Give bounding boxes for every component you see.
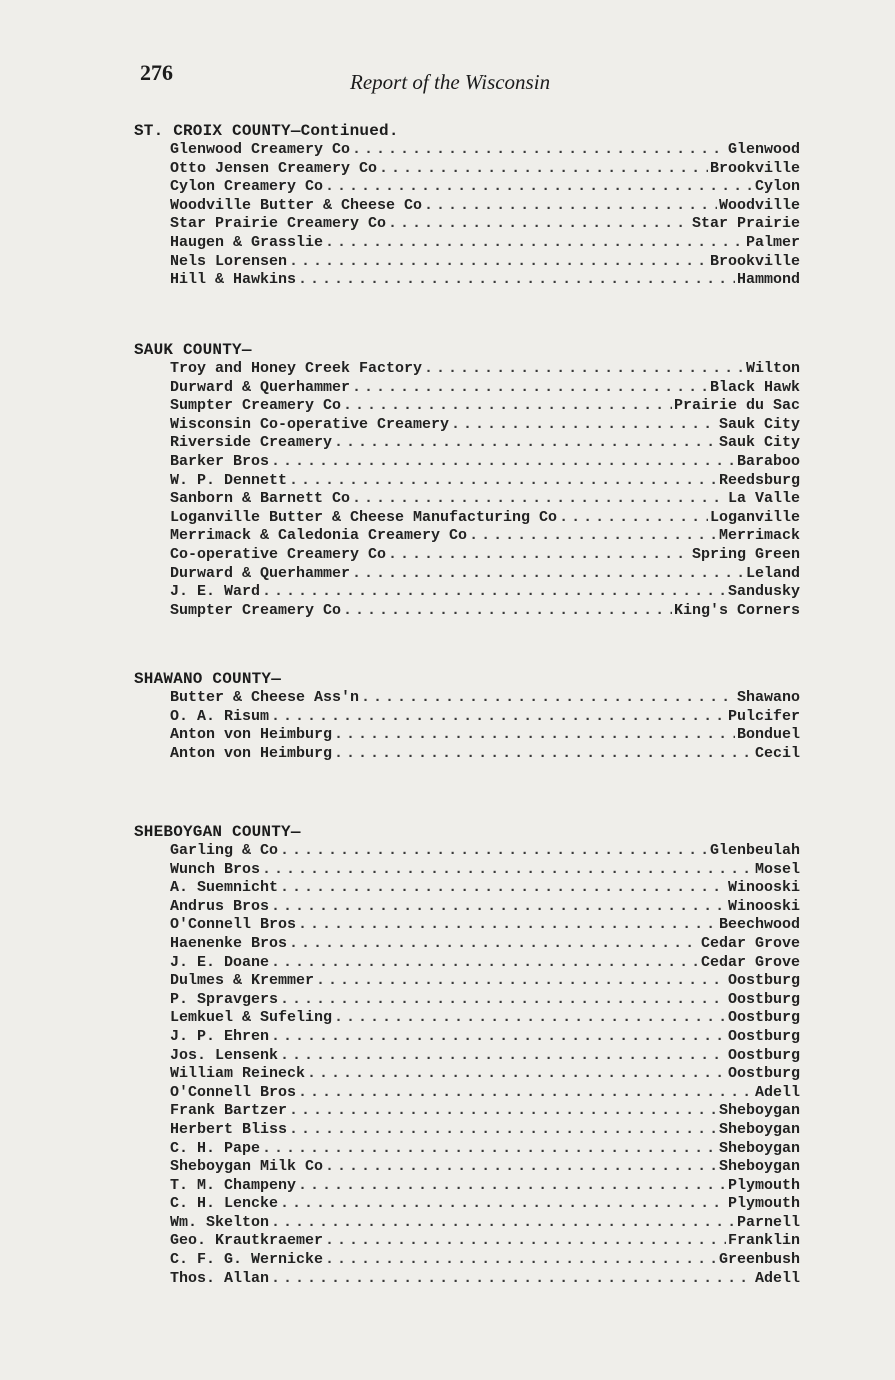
- entry-name: Lemkuel & Sufeling: [170, 1009, 333, 1027]
- entry-place: Reedsburg: [718, 471, 800, 489]
- list-item: [170, 861, 800, 880]
- dot-leader: [325, 1251, 717, 1270]
- dot-leader: [343, 602, 672, 621]
- entry-name: Anton von Heimburg: [170, 726, 333, 744]
- dot-leader: [271, 708, 726, 727]
- entry-place: Merrimack: [718, 527, 800, 545]
- dot-leader: [316, 972, 726, 991]
- dot-leader: [262, 1140, 717, 1159]
- county-section-shawano: [130, 669, 800, 763]
- list-item: [170, 1232, 800, 1251]
- entry-name: Nels Lorensen: [170, 252, 288, 270]
- entry-name: Haugen & Grasslie: [170, 233, 324, 251]
- entry-place: Oostburg: [727, 1065, 800, 1083]
- county-heading: SAUK COUNTY—: [134, 341, 252, 359]
- list-item: [170, 1028, 800, 1047]
- entry-place: Cecil: [754, 744, 800, 762]
- dot-leader: [334, 726, 735, 745]
- list-item: [170, 397, 800, 416]
- entry-place: Prairie du Sac: [673, 397, 800, 415]
- entry-list: [170, 689, 800, 763]
- entry-name: Hill & Hawkins: [170, 271, 297, 289]
- entry-name: P. Spravgers: [170, 990, 279, 1008]
- list-item: [170, 1084, 800, 1103]
- entry-name: Jos. Lensenk: [170, 1046, 279, 1064]
- list-item: [170, 708, 800, 727]
- dot-leader: [280, 879, 726, 898]
- entry-name: Wisconsin Co-operative Creamery: [170, 415, 450, 433]
- entry-name: Thos. Allan: [170, 1269, 270, 1287]
- entry-place: Leland: [745, 564, 800, 582]
- county-section-sheboygan: [130, 822, 800, 1288]
- entry-name: William Reineck: [170, 1065, 306, 1083]
- list-item: [170, 1270, 800, 1289]
- entry-name: Riverside Creamery: [170, 434, 333, 452]
- county-section-sauk: [130, 340, 800, 620]
- list-item: [170, 253, 800, 272]
- dot-leader: [334, 745, 753, 764]
- entry-place: Sheboygan: [718, 1158, 800, 1176]
- page-number: 276: [140, 60, 173, 85]
- dot-leader: [271, 1270, 753, 1289]
- dot-leader: [280, 991, 726, 1010]
- dot-leader: [262, 861, 753, 880]
- entry-name: C. H. Pape: [170, 1139, 261, 1157]
- dot-leader: [298, 271, 735, 290]
- dot-leader: [262, 583, 726, 602]
- entry-place: Beechwood: [718, 916, 800, 934]
- entry-place: Adell: [754, 1083, 800, 1101]
- list-item: [170, 434, 800, 453]
- dot-leader: [352, 490, 726, 509]
- dot-leader: [388, 546, 690, 565]
- dot-leader: [352, 565, 744, 584]
- dot-leader: [325, 234, 744, 253]
- entry-place: Winooski: [727, 897, 800, 915]
- entry-place: Brookville: [709, 252, 800, 270]
- entry-name: Sheboygan Milk Co: [170, 1158, 324, 1176]
- list-item: [170, 1251, 800, 1270]
- list-item: [170, 1195, 800, 1214]
- list-item: [170, 565, 800, 584]
- entry-place: Oostburg: [727, 990, 800, 1008]
- entry-name: A. Suemnicht: [170, 879, 279, 897]
- list-item: [170, 916, 800, 935]
- dot-leader: [280, 1195, 726, 1214]
- dot-leader: [271, 954, 699, 973]
- entry-place: Adell: [754, 1269, 800, 1287]
- entry-place: Oostburg: [727, 1009, 800, 1027]
- entry-place: Spring Green: [691, 545, 800, 563]
- entry-name: O'Connell Bros: [170, 1083, 297, 1101]
- entry-list: [170, 360, 800, 620]
- entry-place: Oostburg: [727, 972, 800, 990]
- entry-place: Winooski: [727, 879, 800, 897]
- dot-leader: [289, 472, 717, 491]
- entry-name: Frank Bartzer: [170, 1102, 288, 1120]
- list-item: [170, 453, 800, 472]
- entry-name: Merrimack & Caledonia Creamery Co: [170, 527, 468, 545]
- entry-name: Andrus Bros: [170, 897, 270, 915]
- entry-name: Wunch Bros: [170, 860, 261, 878]
- entry-place: Cedar Grove: [700, 934, 800, 952]
- list-item: [170, 271, 800, 290]
- list-item: [170, 745, 800, 764]
- dot-leader: [334, 1009, 726, 1028]
- entry-name: Co-operative Creamery Co: [170, 545, 387, 563]
- dot-leader: [271, 1028, 726, 1047]
- list-item: [170, 1047, 800, 1066]
- list-item: [170, 509, 800, 528]
- entry-place: Plymouth: [727, 1176, 800, 1194]
- list-item: [170, 879, 800, 898]
- entry-name: Durward & Querhammer: [170, 564, 351, 582]
- list-item: [170, 1214, 800, 1233]
- entry-place: Sauk City: [718, 415, 800, 433]
- list-item: [170, 215, 800, 234]
- dot-leader: [559, 509, 708, 528]
- list-item: [170, 360, 800, 379]
- list-item: [170, 1177, 800, 1196]
- list-item: [170, 416, 800, 435]
- county-section-st-croix: [130, 121, 800, 290]
- entry-list: [170, 842, 800, 1288]
- dot-leader: [325, 178, 753, 197]
- entry-place: La Valle: [727, 490, 800, 508]
- list-item: [170, 490, 800, 509]
- running-title: Report of the Wisconsin: [350, 70, 551, 94]
- list-item: [170, 726, 800, 745]
- dot-leader: [451, 416, 717, 435]
- entry-place: Glenwood: [727, 141, 800, 158]
- dot-leader: [289, 1102, 717, 1121]
- entry-place: Baraboo: [736, 452, 800, 470]
- entry-name: Herbert Bliss: [170, 1120, 288, 1138]
- entry-name: Garling & Co: [170, 842, 279, 859]
- list-item: [170, 1121, 800, 1140]
- entry-name: Cylon Creamery Co: [170, 178, 324, 196]
- dot-leader: [280, 842, 708, 861]
- entry-place: Glenbeulah: [709, 842, 800, 859]
- page-header: [140, 60, 600, 96]
- dot-leader: [334, 434, 717, 453]
- dot-leader: [307, 1065, 726, 1084]
- list-item: [170, 972, 800, 991]
- entry-place: Greenbush: [718, 1251, 800, 1269]
- dot-leader: [388, 215, 690, 234]
- dot-leader: [361, 689, 735, 708]
- entry-name: Dulmes & Kremmer: [170, 972, 315, 990]
- county-heading: ST. CROIX COUNTY—Continued.: [134, 122, 399, 140]
- list-item: [170, 689, 800, 708]
- entry-name: T. M. Champeny: [170, 1176, 297, 1194]
- list-item: [170, 527, 800, 546]
- entry-name: Troy and Honey Creek Factory: [170, 360, 423, 377]
- entry-place: Palmer: [745, 233, 800, 251]
- dot-leader: [352, 379, 708, 398]
- entry-name: Wm. Skelton: [170, 1213, 270, 1231]
- dot-leader: [352, 141, 726, 160]
- list-item: [170, 602, 800, 621]
- entry-list: [170, 141, 800, 290]
- entry-name: J. P. Ehren: [170, 1027, 270, 1045]
- entry-name: Sumpter Creamery Co: [170, 397, 342, 415]
- entry-name: Sumpter Creamery Co: [170, 601, 342, 619]
- list-item: [170, 472, 800, 491]
- entry-name: Sanborn & Barnett Co: [170, 490, 351, 508]
- dot-leader: [424, 360, 744, 379]
- entry-place: Bonduel: [736, 726, 800, 744]
- entry-place: Black Hawk: [709, 378, 800, 396]
- dot-leader: [271, 1214, 735, 1233]
- entry-name: Durward & Querhammer: [170, 378, 351, 396]
- entry-place: King's Corners: [673, 601, 800, 619]
- entry-place: Cylon: [754, 178, 800, 196]
- list-item: [170, 954, 800, 973]
- dot-leader: [298, 1177, 726, 1196]
- entry-name: Woodville Butter & Cheese Co: [170, 196, 423, 214]
- entry-place: Star Prairie: [691, 215, 800, 233]
- entry-place: Sheboygan: [718, 1102, 800, 1120]
- dot-leader: [343, 397, 672, 416]
- dot-leader: [469, 527, 717, 546]
- list-item: [170, 1009, 800, 1028]
- list-item: [170, 1065, 800, 1084]
- list-item: [170, 234, 800, 253]
- list-item: [170, 1140, 800, 1159]
- entry-place: Franklin: [727, 1232, 800, 1250]
- entry-place: Woodville: [718, 196, 800, 214]
- list-item: [170, 141, 800, 160]
- dot-leader: [298, 916, 717, 935]
- county-heading: SHEBOYGAN COUNTY—: [134, 823, 301, 841]
- entry-name: Butter & Cheese Ass'n: [170, 689, 360, 706]
- entry-name: Barker Bros: [170, 452, 270, 470]
- entry-name: C. H. Lencke: [170, 1195, 279, 1213]
- entry-name: Anton von Heimburg: [170, 744, 333, 762]
- entry-place: Oostburg: [727, 1046, 800, 1064]
- entry-place: Plymouth: [727, 1195, 800, 1213]
- entry-name: Otto Jensen Creamery Co: [170, 159, 378, 177]
- list-item: [170, 379, 800, 398]
- list-item: [170, 991, 800, 1010]
- dot-leader: [325, 1158, 717, 1177]
- dot-leader: [271, 453, 735, 472]
- entry-name: Haenenke Bros: [170, 934, 288, 952]
- entry-place: Sheboygan: [718, 1120, 800, 1138]
- dot-leader: [289, 935, 699, 954]
- entry-place: Mosel: [754, 860, 800, 878]
- list-item: [170, 197, 800, 216]
- entry-place: Hammond: [736, 271, 800, 289]
- list-item: [170, 898, 800, 917]
- list-item: [170, 935, 800, 954]
- entry-place: Pulcifer: [727, 707, 800, 725]
- list-item: [170, 1158, 800, 1177]
- list-item: [170, 160, 800, 179]
- entry-name: Glenwood Creamery Co: [170, 141, 351, 158]
- entry-name: Star Prairie Creamery Co: [170, 215, 387, 233]
- list-item: [170, 546, 800, 565]
- entry-place: Sandusky: [727, 583, 800, 601]
- entry-place: Wilton: [745, 360, 800, 377]
- entry-place: Loganville: [709, 508, 800, 526]
- entry-place: Sauk City: [718, 434, 800, 452]
- entry-name: O. A. Risum: [170, 707, 270, 725]
- entry-name: Geo. Krautkraemer: [170, 1232, 324, 1250]
- dot-leader: [271, 898, 726, 917]
- list-item: [170, 178, 800, 197]
- list-item: [170, 1102, 800, 1121]
- dot-leader: [289, 253, 708, 272]
- list-item: [170, 583, 800, 602]
- dot-leader: [424, 197, 717, 216]
- entry-name: O'Connell Bros: [170, 916, 297, 934]
- entry-place: Parnell: [736, 1213, 800, 1231]
- entry-place: Cedar Grove: [700, 953, 800, 971]
- dot-leader: [289, 1121, 717, 1140]
- entry-place: Shawano: [736, 689, 800, 706]
- entry-name: C. F. G. Wernicke: [170, 1251, 324, 1269]
- dot-leader: [379, 160, 708, 179]
- county-heading: SHAWANO COUNTY—: [134, 670, 282, 688]
- entry-name: Loganville Butter & Cheese Manufacturing Co: [170, 508, 558, 526]
- list-item: [170, 842, 800, 861]
- entry-place: Sheboygan: [718, 1139, 800, 1157]
- entry-place: Oostburg: [727, 1027, 800, 1045]
- dot-leader: [298, 1084, 753, 1103]
- entry-place: Brookville: [709, 159, 800, 177]
- dot-leader: [280, 1047, 726, 1066]
- entry-name: J. E. Doane: [170, 953, 270, 971]
- entry-name: W. P. Dennett: [170, 471, 288, 489]
- dot-leader: [325, 1232, 726, 1251]
- entry-name: J. E. Ward: [170, 583, 261, 601]
